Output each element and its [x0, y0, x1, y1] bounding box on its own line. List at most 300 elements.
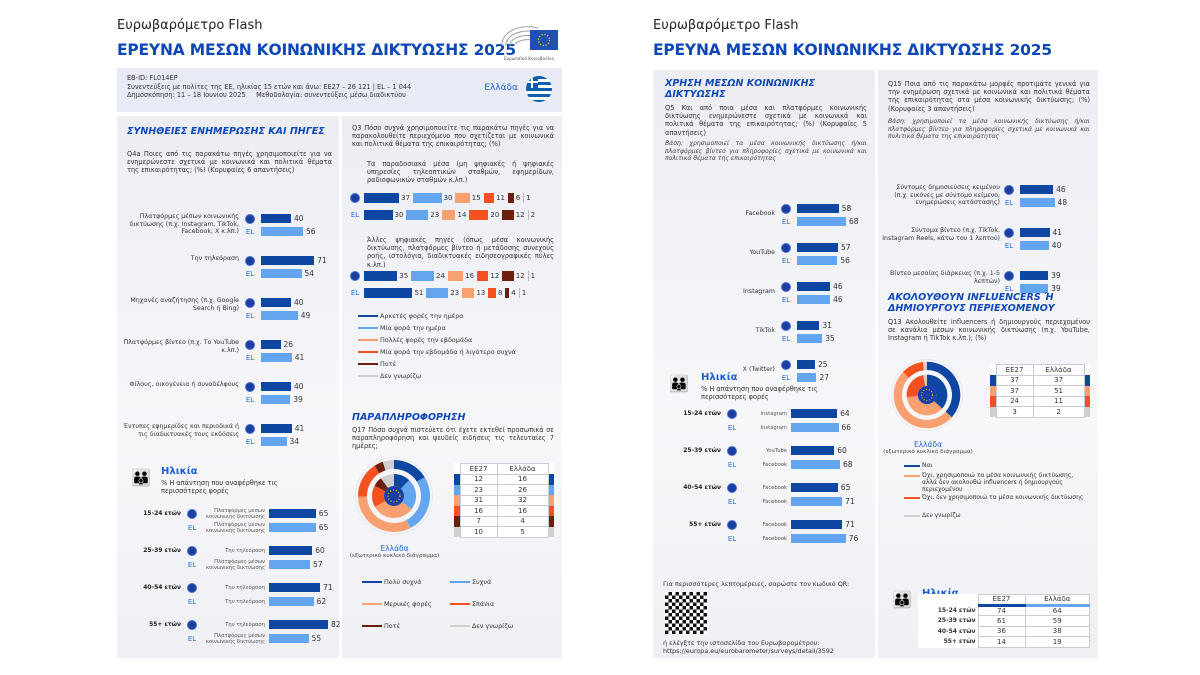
eu-value: 40: [294, 298, 304, 307]
table-header: Ελλάδα: [1025, 595, 1090, 606]
eu-flag-icon: [727, 483, 737, 493]
el-age-row: [187, 522, 328, 533]
legend-label: Μερικές φορές: [384, 600, 432, 608]
bar-label: YouTube: [749, 249, 775, 256]
el-label: EL: [1004, 198, 1014, 207]
legend-swatch: [362, 625, 382, 627]
segment-value: 8: [497, 288, 503, 297]
bar-label: Πλατφόρμες μέσων κοινωνικής δικτύωσης (π.χ. Instagram, TikTok, Facebook, X κ.λπ.): [129, 213, 239, 236]
eu27-value: 16: [460, 506, 497, 517]
age-group-label: 55+ ετών: [149, 621, 181, 628]
top-answer-label: Instagram: [760, 424, 787, 431]
segment-value: 30: [443, 193, 453, 202]
age-group-label: 25-39 ετών: [937, 617, 976, 625]
eu-value: 60: [837, 446, 847, 455]
age-group-label: 15-24 ετών: [683, 410, 721, 417]
eu-age-row: [727, 482, 850, 493]
eu-flag-icon: [781, 321, 791, 331]
age-subtitle: % Η απάντηση που αναφέρθηκε τις περισσότερες φορές: [701, 385, 818, 402]
eu-bar-row: [1004, 184, 1066, 195]
eu-bar: [797, 321, 819, 330]
el-bar: [791, 423, 839, 432]
segment-value: 16: [465, 271, 474, 280]
table-row: [918, 616, 1090, 627]
legend-label: Ναι: [922, 462, 933, 469]
el-value: 39: [293, 395, 303, 404]
top-answer-label: Πλατφόρμες μέσων κοινωνικής δικτύωσης: [206, 507, 265, 520]
top-answer-label: Facebook: [762, 498, 787, 505]
legend-swatch: [358, 375, 378, 377]
segment-5: [528, 271, 529, 281]
segment-2: [462, 288, 474, 298]
table-row: [990, 407, 1090, 418]
eu-bar: [797, 282, 830, 291]
row-color-marker: [548, 516, 554, 527]
segment-value: 24: [435, 271, 445, 280]
legend-swatch: [904, 497, 920, 499]
age-group-label: 40-54 ετών: [683, 484, 721, 491]
eu-flag-icon: [1004, 271, 1014, 281]
eu27-value: 37: [996, 386, 1033, 397]
social-media-column: [653, 70, 875, 658]
bar-label: Την τηλεόραση: [190, 255, 239, 262]
eu-value: 39: [1051, 271, 1061, 280]
survey-dates: Δημοσκόπηση: 11 – 18 Ιουνίου 2025: [127, 91, 246, 100]
eu-value: 71: [317, 256, 327, 265]
survey-method: Μεθοδολογία: συνεντεύξεις μέσω διαδικτύου: [256, 91, 406, 100]
eu-stacked-bar: [350, 192, 534, 203]
segment-0: [364, 210, 393, 220]
eu-bar-row: [245, 339, 293, 350]
eu-bar: [791, 483, 838, 492]
q17-table: [454, 463, 554, 538]
legend-swatch: [450, 603, 470, 605]
age-group-label: 40-54 ετών: [143, 584, 181, 591]
eu-value: 40: [294, 382, 304, 391]
segment-3: [484, 193, 494, 203]
el-value: 66: [841, 423, 852, 432]
legend-item: [904, 512, 1084, 519]
age-group-label: 25-39 ετών: [683, 447, 721, 454]
legend-label: Σπάνια: [472, 600, 495, 608]
legend-label: Μία φορά την ημέρα: [380, 324, 446, 332]
eu-bar: [261, 424, 292, 433]
segment-5: [528, 210, 529, 220]
q17-question: Q17 Πόσο συχνά πιστεύετε ότι έχετε εκτεθεί προσωπικά σε παραπληροφόρηση και ψευδείς ειδήσεις τις τελευταίες 7 ημέρες;: [352, 426, 554, 451]
segment-4: [502, 210, 513, 220]
q15-base: Βάση: χρησιμοποιεί τα μέσα κοινωνικής δικτύωσης ή/και πλατφόρμες βίντεο για πληροφορίες σχετικά με κοινωνικά και πολιτικά θέματα της επικαιρότητας: [888, 118, 1090, 141]
top-answer-label: Πλατφόρμες μέσων κοινωνικής δικτύωσης: [206, 521, 265, 534]
table-row: [990, 375, 1090, 386]
top-answer-label: Την τηλεόραση: [225, 598, 265, 605]
top-answer-label: Την τηλεόραση: [225, 547, 265, 554]
eu-value: 64: [840, 409, 850, 418]
page-title: ΕΡΕΥΝΑ ΜΕΣΩΝ ΚΟΙΝΩΝΙΚΗΣ ΔΙΚΤΥΩΣΗΣ 2025: [653, 41, 1052, 59]
bar-label: Βίντεο μεσαίας διάρκειας (π.χ. 1-5 λεπτών): [890, 270, 1000, 285]
eu-flag-icon: [727, 446, 737, 456]
el-value: 49: [300, 311, 311, 320]
eu-flag-icon: [245, 382, 255, 392]
eu-bar: [791, 446, 834, 455]
q3-group1-label: Τα παραδοσιακά μέσα (μη ψηφιακές ή ψηφιακές υπηρεσίες τηλεοπτικών σταθμών, εφημερίδων, ραδιοφωνικών σταθμών κ.λπ.): [367, 160, 554, 185]
eu-bar-row: [781, 281, 843, 292]
el-label: EL: [187, 597, 197, 606]
survey-id: EB-ID: FL014EP: [127, 74, 178, 82]
el-age-row: [727, 533, 858, 544]
top-answer-label: Πλατφόρμες μέσων κοινωνικής δικτύωσης: [206, 558, 265, 571]
el-value: 62: [316, 597, 327, 606]
table-row: [454, 495, 554, 506]
el-stacked-bar: [350, 209, 538, 220]
q5-question: Q5 Και από ποια μέσα και πλατφόρμες κοινωνικής δικτύωσης ενημερώνεστε σχετικά με κοινωνικά και πολιτικά θέματα της επικαιρότητας; (%) (Κορυφαίες 5 απαντήσεις): [665, 104, 867, 137]
eu-bar-row: [1004, 270, 1061, 281]
table-header: ΕΕ27: [460, 464, 497, 475]
qr-instruction: Για περισσότερες λεπτομέρειες, σαρώστε τον κωδικό QR:: [663, 580, 850, 588]
segment-value: 14: [457, 210, 467, 219]
q3-group2-label: Άλλες ψηφιακές πηγές (όπως μέσα κοινωνικής δικτύωσης, πλατφόρμες βίντεο ή μετάδοσης συνεχούς ροής, ιστολόγια, διαδικτυακές ειδησεογραφικές πύλες κ.λπ.): [367, 236, 554, 269]
segment-value: 20: [490, 210, 500, 219]
age-title: Ηλικία: [701, 372, 738, 383]
table-row: [454, 485, 554, 496]
european-parliament-logo: [498, 20, 560, 64]
legend-label: Ποτέ: [380, 360, 397, 368]
eu-age-row: [187, 508, 328, 519]
el-bar: [261, 353, 292, 362]
bar-label: Φίλους, οικογένεια ή συναδέλφους: [129, 381, 239, 388]
segment-1: [426, 288, 448, 298]
el-value: 39: [1051, 284, 1061, 293]
el-label: EL: [1004, 284, 1014, 293]
brand-title: Ευρωβαρόμετρο Flash: [653, 18, 799, 33]
donut-sublabel: (εξωτερικό κυκλικό διάγραμμα): [883, 449, 973, 455]
people-icon: 👪: [892, 590, 912, 609]
legend-item: [358, 312, 464, 320]
el-bar-row: [245, 436, 299, 447]
el-bar: [261, 311, 298, 320]
greece-value: 16: [497, 506, 548, 517]
greece-value: 38: [1025, 626, 1090, 637]
eu27-value: 74: [978, 605, 1025, 616]
frequency-column: [342, 116, 562, 658]
top-answer-label: Instagram: [760, 410, 787, 417]
eu-bar: [269, 620, 328, 629]
el-bar: [797, 295, 830, 304]
top-answer-label: YouTube: [765, 447, 787, 454]
el-bar-row: [245, 226, 316, 237]
el-value: 54: [304, 269, 315, 278]
age-group-label: 40-54 ετών: [937, 627, 976, 635]
eu-value: 65: [840, 483, 851, 492]
eu-bar: [1020, 185, 1053, 194]
eu-bar-row: [245, 213, 304, 224]
segment-value: 23: [450, 288, 460, 297]
section-title-misinformation: ΠΑΡΑΠΛΗΡΟΦΟΡΗΣΗ: [352, 412, 466, 423]
age-group-label: 55+ ετών: [689, 521, 721, 528]
table-row: [918, 637, 1090, 648]
eu-bar: [791, 409, 837, 418]
bar-label: Facebook: [745, 210, 775, 217]
eu-value: 31: [822, 321, 832, 330]
eu-age-row: [187, 582, 333, 593]
el-bar: [791, 534, 846, 543]
eu-bar: [1020, 271, 1048, 280]
top-answer-label: Την τηλεόραση: [225, 584, 265, 591]
legend-label: Δεν γνωρίζω: [380, 372, 422, 380]
bar-label: Πλατφόρμες βίντεο (π.χ. Το YouTube κ.λπ.): [123, 339, 239, 354]
table-header: Ελλάδα: [1033, 365, 1084, 376]
greek-flag-icon: [526, 76, 552, 102]
factsheet-page-1: [117, 18, 562, 658]
segment-value: 1: [521, 288, 527, 297]
bar-label: TikTok: [755, 327, 775, 334]
eu-bar: [791, 520, 842, 529]
row-color-marker: [548, 495, 554, 506]
el-label: EL: [1004, 241, 1014, 250]
el-label: EL: [781, 217, 791, 226]
eu-bar: [261, 298, 291, 307]
bar-label: X (Twitter): [742, 366, 775, 373]
el-bar: [1020, 241, 1049, 250]
segment-value: 12: [490, 271, 500, 280]
legend-swatch: [904, 465, 920, 467]
el-bar: [797, 217, 846, 226]
eu-bar-row: [245, 381, 304, 392]
el-value: 34: [289, 437, 300, 446]
legend-label: Όχι, χρησιμοποιώ τα μέσα κοινωνικής δικτύωσης, αλλά δεν ακολουθώ influencers ή δημιουργούς περιεχομένου: [922, 472, 1074, 493]
eu-flag-icon: [187, 620, 197, 630]
segment-value: 23: [430, 210, 440, 219]
age-group-label: 15-24 ετών: [937, 606, 976, 614]
row-color-marker: [1084, 375, 1090, 386]
country-label: Ελλάδα: [484, 83, 518, 93]
eu-value: 71: [323, 583, 333, 592]
eu27-value: 61: [978, 616, 1025, 627]
eu-flag-icon: [187, 583, 197, 593]
legend-item: [362, 600, 432, 608]
table-header: ΕΕ27: [996, 365, 1033, 376]
greece-value: 2: [1033, 407, 1084, 418]
eu-bar-row: [245, 297, 304, 308]
eu-value: 60: [315, 546, 325, 555]
eu-bar-row: [245, 255, 327, 266]
el-label: EL: [350, 210, 360, 219]
age-group-label: 15-24 ετών: [143, 510, 181, 517]
el-bar-row: [245, 310, 310, 321]
donut-sublabel: (εξωτερικό κυκλικό διάγραμμα): [349, 553, 440, 559]
greece-value: 4: [497, 516, 548, 527]
eu-flag-icon: [1004, 228, 1014, 238]
q13-question: Q13 Ακολουθείτε influencers ή δημιουργούς περιεχομένου σε κανάλια μέσων κοινωνικής δικτύωσης (π.χ. YouTube, Instagram ή TikTok κ.λπ.); (%): [888, 318, 1090, 343]
el-bar-row: [245, 268, 314, 279]
eu-value: 58: [841, 204, 852, 213]
segment-value: 12: [515, 210, 525, 219]
eu-value: 25: [818, 360, 828, 369]
segment-5: [523, 193, 524, 203]
sources-column: [117, 116, 339, 658]
eu-flag-icon: [245, 298, 255, 308]
eu-value: 46: [1056, 185, 1066, 194]
age-group-label: 55+ ετών: [943, 638, 976, 646]
legend-item: [450, 600, 494, 608]
people-icon: 👪: [131, 468, 151, 487]
q13-table: [990, 364, 1090, 418]
eu27-value: 14: [978, 637, 1025, 648]
eu-bar: [261, 340, 281, 349]
survey-info-box: [117, 68, 562, 112]
segment-value: 15: [471, 193, 481, 202]
legend-label: Πολύ συχνά: [384, 578, 422, 586]
top-answer-label: Facebook: [762, 484, 787, 491]
eu-flag-icon: [245, 424, 255, 434]
segment-4: [505, 288, 509, 298]
el-age-row: [727, 459, 853, 470]
greece-value: 32: [497, 495, 548, 506]
top-answer-label: Facebook: [762, 461, 787, 468]
segment-1: [413, 193, 442, 203]
legend-item: [904, 462, 1084, 469]
top-answer-label: Facebook: [762, 535, 787, 542]
el-label: EL: [781, 295, 791, 304]
el-value: 41: [294, 353, 305, 362]
el-value: 56: [306, 227, 316, 236]
segment-value: 30: [394, 210, 404, 219]
eu27-value: 3: [996, 407, 1033, 418]
eu-bar: [261, 382, 291, 391]
qr-code[interactable]: [665, 592, 707, 634]
greece-value: 5: [497, 527, 548, 538]
age-title: Ηλικία: [161, 466, 198, 477]
eu-value: 41: [1052, 228, 1063, 237]
eu-age-row: [187, 545, 325, 556]
row-color-marker: [1084, 407, 1090, 418]
page-title: ΕΡΕΥΝΑ ΜΕΣΩΝ ΚΟΙΝΩΝΙΚΗΣ ΔΙΚΤΥΩΣΗΣ 2025: [117, 41, 516, 59]
segment-value: 4: [511, 288, 516, 297]
eu-value: 46: [833, 282, 843, 291]
eu-bar: [261, 214, 291, 223]
eu-flag-icon: [727, 409, 737, 419]
el-age-row: [187, 633, 321, 644]
el-bar: [269, 523, 316, 532]
eu-flag-icon: [918, 386, 937, 405]
table-row: [454, 506, 554, 517]
legend-item: [904, 472, 1084, 493]
eu-flag-icon: [781, 204, 791, 214]
legend-swatch: [362, 603, 382, 605]
logo-caption: Ευρωπαϊκό Κοινοβούλιο: [503, 56, 555, 61]
el-value: 48: [1057, 198, 1068, 207]
el-label: EL: [727, 534, 737, 543]
el-label: EL: [245, 311, 255, 320]
eu-bar: [797, 243, 838, 252]
el-bar: [797, 334, 822, 343]
section-title-social-use: ΧΡΗΣΗ ΜΕΣΩΝ ΚΟΙΝΩΝΙΚΗΣ ΔΙΚΤΥΩΣΗΣ: [665, 78, 816, 100]
table-row: [990, 396, 1090, 407]
eu-bar: [261, 256, 314, 265]
el-value: 68: [842, 460, 853, 469]
el-label: EL: [727, 460, 737, 469]
eu-value: 65: [318, 509, 329, 518]
top-answer-label: Πλατφόρμες μέσων κοινωνικής δικτύωσης: [206, 632, 265, 645]
eu-flag-icon: [1004, 185, 1014, 195]
eu27-value: 36: [978, 626, 1025, 637]
legend-item: [904, 494, 1084, 501]
eu-bar: [797, 204, 839, 213]
el-label: EL: [187, 634, 197, 643]
el-age-row: [727, 496, 855, 507]
segment-4: [508, 193, 514, 203]
table-header: ΕΕ27: [978, 595, 1025, 606]
q13-donut-chart: [890, 358, 964, 432]
segment-value: 13: [476, 288, 486, 297]
el-bar: [1020, 198, 1055, 207]
greece-value: 16: [497, 474, 548, 485]
eu-bar: [797, 360, 815, 369]
row-color-marker: [1084, 386, 1090, 397]
bar-label: Σύντομες δημοσιεύσεις κειμένου (π.χ. εικόνες με σύντομο κείμενο, ενημερώσεις κατάστασης): [894, 184, 1000, 207]
el-label: EL: [781, 373, 791, 382]
eu-bar-row: [781, 242, 851, 253]
el-label: EL: [245, 395, 255, 404]
eu-bar-row: [781, 320, 832, 331]
row-color-marker: [548, 474, 554, 485]
el-bar-row: [781, 333, 835, 344]
el-bar-row: [1004, 197, 1067, 208]
legend-item: [358, 348, 516, 356]
eu-bar-row: [1004, 227, 1062, 238]
el-label: EL: [781, 334, 791, 343]
row-color-marker: [548, 527, 554, 538]
legend-item: [358, 324, 446, 332]
bar-label: Έντυπες εφημερίδες και περιοδικά ή τις διαδικτυακές τους εκδόσεις: [123, 423, 239, 438]
el-label: EL: [187, 523, 197, 532]
q4a-question: Q4a Ποιες από τις παρακάτω πηγές χρησιμοποιείτε για να ενημερώνεστε σχετικά με κοινωνικά και πολιτικά θέματα της επικαιρότητας; (%) (Κορυφαίες 6 απαντήσεις): [127, 150, 332, 175]
eu-flag-icon: [187, 546, 197, 556]
segment-1: [406, 210, 428, 220]
age-yes-table: [918, 594, 1090, 648]
survey-sample: Συνεντεύξεις με πολίτες της ΕΕ, ηλικίας 15 ετών και άνω: ΕΕ27 – 26 121 | EL – 1 044: [127, 82, 412, 91]
eu-bar: [269, 583, 320, 592]
eu-flag-icon: [781, 360, 791, 370]
el-bar-row: [781, 294, 843, 305]
legend-item: [362, 578, 421, 586]
el-label: EL: [727, 423, 737, 432]
legend-swatch: [904, 475, 920, 477]
greece-value: 51: [1033, 386, 1084, 397]
el-value: 46: [833, 295, 843, 304]
segment-value: 12: [515, 271, 525, 280]
segment-value: 35: [399, 271, 409, 280]
eu-flag-icon: [245, 340, 255, 350]
table-row: [454, 527, 554, 538]
legend-label: Δεν γνωρίζω: [472, 622, 514, 630]
legend-swatch: [358, 351, 378, 353]
el-bar: [261, 269, 302, 278]
row-color-marker: [548, 485, 554, 496]
el-bar: [791, 497, 842, 506]
segment-value: 51: [414, 288, 424, 297]
eu-stacked-bar: [350, 270, 538, 281]
segment-0: [364, 271, 397, 281]
legend-item: [362, 622, 400, 630]
top-answer-label: Την τηλεόραση: [225, 621, 265, 628]
eu-bar: [269, 546, 312, 555]
survey-link[interactable]: https://europa.eu/eurobarometer/surveys/detail/3592: [663, 647, 834, 655]
eu-bar-row: [245, 423, 304, 434]
el-bar: [791, 460, 840, 469]
el-bar: [261, 227, 303, 236]
el-age-row: [187, 596, 326, 607]
legend-swatch: [358, 363, 378, 365]
